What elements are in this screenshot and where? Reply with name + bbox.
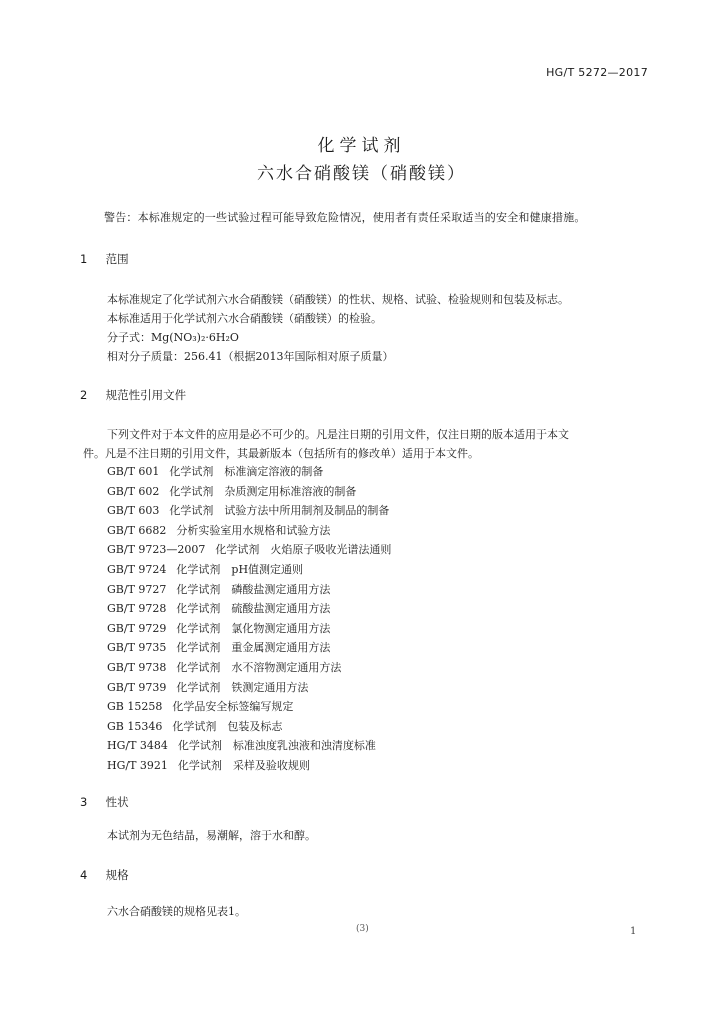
reference-code: GB/T 9728 [107,602,167,616]
reference-title: 化学试剂 杂质测定用标准溶液的制备 [169,484,357,498]
page-number: 1 [630,926,637,937]
reference-title: 化学试剂 包装及标志 [172,719,283,733]
document-title-line1: 化学试剂 [317,136,406,156]
reference-title: 化学试剂 水不溶物测定通用方法 [176,660,342,674]
section-number: 3 [80,795,88,809]
reference-title: 化学试剂 标准浊度乳浊液和浊清度标准 [177,739,376,753]
section-3-heading [80,794,129,810]
molecular-formula: 分子式：Mg(NO₃)₂·6H₂O [107,331,239,344]
reference-title: 化学试剂 磷酸盐测定通用方法 [176,582,331,596]
section-number: 2 [80,388,88,402]
section-4-heading [80,867,129,883]
reference-code: HG/T 3484 [107,739,168,753]
reference-item [107,482,391,502]
molecular-mass: 相对分子质量：256.41（根据2013年国际相对原子质量） [107,350,394,363]
section-number: 1 [80,252,88,266]
reference-title: 化学试剂 铁测定通用方法 [176,680,309,694]
section-2-intro-line1: 下列文件对于本文件的应用是必不可少的。凡是注日期的引用文件，仅注日期的版本适用于本文 [107,428,569,441]
reference-code: GB/T 9735 [107,641,167,655]
reference-item [107,736,391,756]
section-4-para-1: 六水合硝酸镁的规格见表1。 [107,905,246,918]
reference-code: GB/T 6682 [107,523,167,537]
reference-title: 化学试剂 氯化物测定通用方法 [176,621,331,635]
reference-item [107,462,391,482]
reference-title: 化学品安全标签编写规定 [172,700,294,714]
reference-item [107,697,391,717]
reference-title: 分析实验室用水规格和试验方法 [176,523,331,537]
section-title: 性状 [105,795,129,809]
document-title-line2: 六水合硝酸镁（硝酸镁） [257,164,466,184]
section-title: 规范性引用文件 [105,388,187,402]
section-2-intro-line2: 件。凡是不注日期的引用文件，其最新版本（包括所有的修改单）适用于本文件。 [83,447,479,460]
section-1-para-1: 本标准规定了化学试剂六水合硝酸镁（硝酸镁）的性状、规格、试验、检验规则和包装及标志。 [107,293,569,306]
reference-code: GB/T 9738 [107,660,167,674]
reference-title: 化学试剂 试验方法中所用制剂及制品的制备 [169,504,390,518]
section-title: 规格 [105,868,129,882]
reference-item [107,560,391,580]
footer-center-mark: (3) [356,924,369,934]
section-title: 范围 [105,252,129,266]
reference-title: 化学试剂 标准滴定溶液的制备 [169,465,324,478]
section-3-para-1: 本试剂为无色结晶，易潮解，溶于水和醇。 [107,829,316,842]
reference-code: GB 15346 [107,719,163,733]
reference-code: GB/T 9729 [107,621,167,635]
reference-item [107,580,391,600]
reference-code: GB/T 9739 [107,680,167,694]
reference-code: HG/T 3921 [107,758,168,772]
section-2-heading [80,387,186,403]
reference-code: GB/T 603 [107,504,160,518]
reference-item [107,501,391,521]
reference-code: GB/T 9723—2007 [107,543,206,557]
reference-code: GB/T 601 [107,465,160,478]
reference-item [107,599,391,619]
reference-item [107,619,391,639]
reference-item [107,717,391,737]
reference-item [107,658,391,678]
normative-references-list [107,462,391,776]
section-1-para-2: 本标准适用于化学试剂六水合硝酸镁（硝酸镁）的检验。 [107,312,382,325]
reference-item [107,521,391,541]
reference-item [107,678,391,698]
reference-code: GB 15258 [107,700,163,714]
reference-title: 化学试剂 pH值测定通则 [176,562,304,576]
reference-title: 化学试剂 采样及验收规则 [177,758,310,772]
reference-title: 化学试剂 火焰原子吸收光谱法通则 [215,543,392,557]
reference-title: 化学试剂 重金属测定通用方法 [176,641,331,655]
reference-code: GB/T 9727 [107,582,167,596]
section-number: 4 [80,868,88,882]
standard-number: HG/T 5272—2017 [546,66,648,79]
reference-item [107,540,391,560]
section-1-heading [80,251,129,267]
reference-item [107,638,391,658]
reference-title: 化学试剂 硫酸盐测定通用方法 [176,602,331,616]
safety-warning: 警告：本标准规定的一些试验过程可能导致危险情况，使用者有责任采取适当的安全和健康措施。 [104,211,586,224]
reference-item [107,756,391,776]
reference-code: GB/T 9724 [107,562,167,576]
reference-code: GB/T 602 [107,484,160,498]
